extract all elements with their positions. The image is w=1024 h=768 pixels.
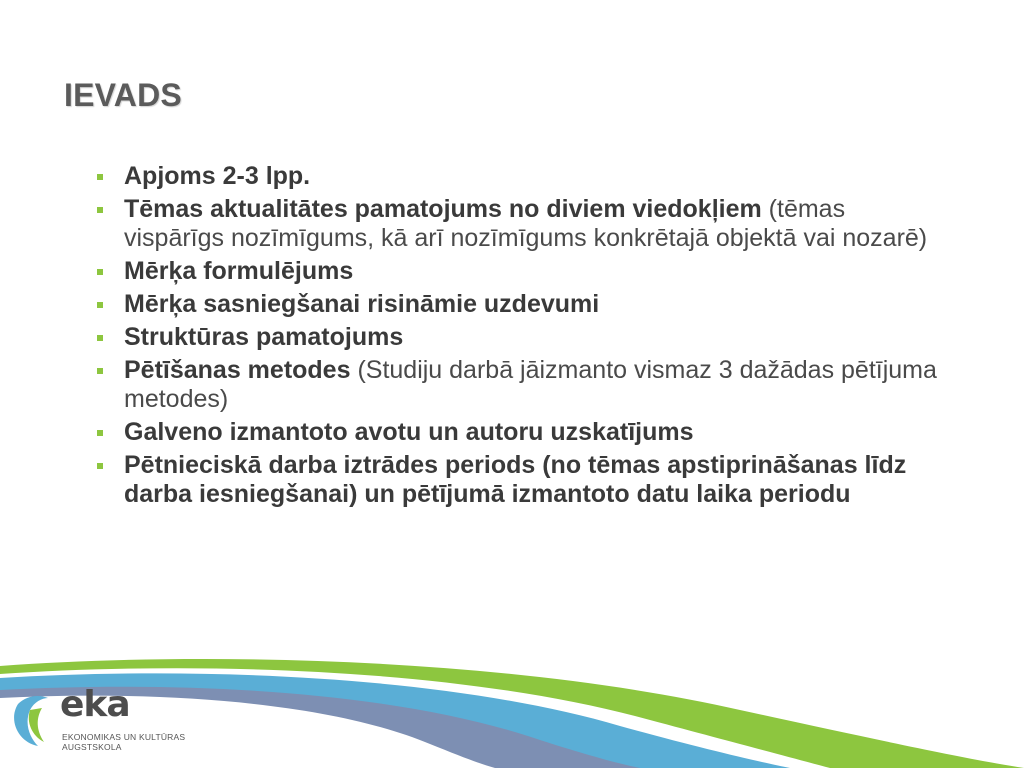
bullet-normal-text: (Studiju darbā jāizmanto vismaz 3 dažādas pētījuma metodes) [124, 356, 937, 413]
bullet-bold-text: Struktūras pamatojums [124, 323, 404, 351]
eka-swoosh-icon [12, 690, 62, 750]
bullet-square-icon [97, 368, 103, 374]
slide-title: IEVADS [64, 77, 182, 113]
logo-subtitle-line1: EKONOMIKAS UN KULTŪRAS [62, 732, 186, 742]
logo-wordmark: eka [60, 684, 130, 725]
bullet-item [124, 451, 944, 509]
bullet-item [124, 290, 944, 319]
bullet-item [124, 418, 944, 447]
bullet-square-icon [97, 207, 103, 213]
bullet-item [124, 323, 944, 352]
bullet-square-icon [97, 335, 103, 341]
bullet-item [124, 162, 944, 191]
bullet-bold-text: Apjoms 2-3 lpp. [124, 162, 311, 190]
bullet-bold-text: Pētīšanas metodes [124, 356, 351, 384]
bullet-list [124, 162, 944, 513]
bullet-bold-text: Mērķa formulējums [124, 257, 354, 285]
bullet-bold-text: Mērķa sasniegšanai risināmie uzdevumi [124, 290, 600, 318]
bullet-bold-text: Galveno izmantoto avotu un autoru uzskatījums [124, 418, 694, 446]
bullet-square-icon [97, 463, 103, 469]
bullet-bold-text: Tēmas aktualitātes pamatojums no diviem viedokļiem [124, 195, 762, 223]
logo-subtitle-line2: AUGSTSKOLA [62, 742, 122, 752]
bullet-item [124, 195, 944, 253]
bullet-square-icon [97, 174, 103, 180]
logo [12, 684, 202, 760]
bullet-square-icon [97, 269, 103, 275]
bullet-square-icon [97, 430, 103, 436]
bullet-normal-text: (tēmas vispārīgs nozīmīgums, kā arī nozīmīgums konkrētajā objektā vai nozarē) [124, 195, 928, 252]
bullet-item [124, 356, 944, 414]
bullet-bold-text: Pētnieciskā darba iztrādes periods (no tēmas apstiprināšanas līdz darba iesniegšanai) un pētījumā izmantoto datu laika periodu [124, 451, 907, 508]
bullet-square-icon [97, 302, 103, 308]
bullet-item [124, 257, 944, 286]
